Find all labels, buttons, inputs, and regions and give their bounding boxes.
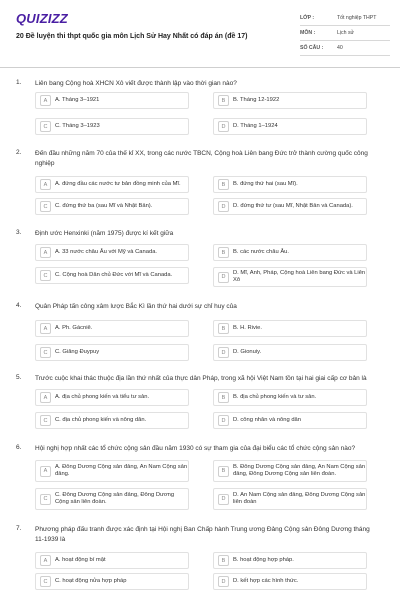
question-text: Đến đầu những năm 70 của thế kỉ XX, trong các nước TBCN, Cộng hoà Liên bang Đức trở thành cường quốc công nghiệp	[35, 150, 368, 167]
meta-row-class	[300, 11, 390, 26]
option-b[interactable]	[213, 552, 367, 569]
option-letter: C	[40, 121, 51, 132]
option-letter: C	[40, 201, 51, 212]
question-3	[16, 229, 386, 301]
option-d[interactable]	[213, 573, 367, 590]
meta-key: SỐ CÂU :	[300, 45, 324, 51]
option-letter: B	[218, 247, 229, 258]
option-letter: D	[218, 272, 229, 283]
page-title: 20 Đề luyện thi thpt quốc gia môn Lịch Sử Hay Nhất có đáp án (đề 17)	[16, 33, 248, 40]
meta-value: Lịch sử	[337, 30, 355, 36]
option-c[interactable]	[35, 118, 189, 135]
question-number: 5.	[16, 374, 22, 381]
option-letter: D	[218, 347, 229, 358]
option-c[interactable]	[35, 412, 189, 429]
option-c[interactable]	[35, 198, 189, 215]
option-letter: A	[40, 179, 51, 190]
option-letter: A	[40, 95, 51, 106]
option-d[interactable]	[213, 198, 367, 215]
option-letter: B	[218, 323, 229, 334]
option-text: D. Tháng 1–1924	[233, 123, 278, 129]
option-a[interactable]	[35, 244, 189, 261]
option-text: B. đứng thứ hai (sau Mĩ).	[233, 181, 298, 187]
option-text: A. địa chủ phong kiến và tiểu tư sản.	[55, 394, 150, 400]
option-a[interactable]	[35, 176, 189, 193]
option-letter: B	[218, 392, 229, 403]
option-c[interactable]	[35, 488, 189, 510]
question-4	[16, 302, 386, 370]
quizizz-logo: QUIZIZZ	[16, 11, 68, 26]
option-text: C. Giăng Đuypuy	[55, 349, 100, 355]
option-c[interactable]	[35, 344, 189, 361]
question-text: Định ước Henxinki (năm 1975) được kí kết giữa	[35, 230, 174, 237]
question-2	[16, 149, 386, 229]
option-letter: B	[218, 466, 229, 477]
option-letter: C	[40, 494, 51, 505]
question-number: 3.	[16, 229, 22, 236]
question-text: Liên bang Cộng hoà XHCN Xô viết được thành lập vào thời gian nào?	[35, 80, 237, 87]
option-a[interactable]	[35, 389, 189, 406]
option-letter: D	[218, 201, 229, 212]
option-d[interactable]	[213, 267, 367, 287]
option-text: B. các nước châu Âu.	[233, 249, 290, 255]
option-text: C. địa chủ phong kiến và nông dân.	[55, 417, 147, 423]
option-text: A. Đông Dương Cộng sản đảng, An Nam Cộng sản đảng.	[55, 464, 188, 477]
question-6	[16, 444, 386, 524]
option-text: D. Gionuiy.	[233, 349, 262, 355]
meta-table	[300, 11, 390, 56]
meta-key: LỚP :	[300, 15, 315, 21]
option-letter: C	[40, 347, 51, 358]
meta-row-subject	[300, 26, 390, 41]
option-a[interactable]	[35, 552, 189, 569]
option-b[interactable]	[213, 460, 367, 482]
option-text: C. đứng thứ ba (sau Mĩ và Nhật Bản).	[55, 203, 153, 209]
option-b[interactable]	[213, 244, 367, 261]
option-text: C. Cộng hoà Dân chủ Đức với Mĩ và Canada.	[55, 272, 173, 278]
option-text: B. Đông Dương Cộng sản đảng, An Nam Cộng sản đảng, Đông Dương Cộng sản liên đoàn.	[233, 464, 366, 477]
question-1	[16, 79, 386, 149]
question-number: 2.	[16, 149, 22, 156]
option-text: D. Mĩ, Anh, Pháp, Cộng hoà Liên bang Đức và Liên Xô	[233, 270, 366, 283]
option-text: D. công nhân và nông dân	[233, 417, 302, 423]
option-letter: A	[40, 323, 51, 334]
option-text: C. hoạt động nửa hợp pháp	[55, 578, 127, 584]
option-letter: C	[40, 270, 51, 281]
question-text: Hội nghị hợp nhất các tổ chức cộng sản đầu năm 1930 có sự tham gia của đại biểu các tổ chức cộng sản nào?	[35, 445, 356, 452]
option-b[interactable]	[213, 389, 367, 406]
option-b[interactable]	[213, 320, 367, 337]
option-text: D. An Nam Cộng sản đảng, Đông Dương Cộng sản liên đoàn	[233, 492, 366, 505]
option-letter: A	[40, 392, 51, 403]
question-number: 1.	[16, 79, 22, 86]
question-7	[16, 525, 386, 600]
option-d[interactable]	[213, 344, 367, 361]
header-divider	[0, 67, 400, 68]
option-a[interactable]	[35, 92, 189, 109]
question-number: 6.	[16, 444, 22, 451]
question-text: Trước cuộc khai thác thuộc địa lần thứ nhất của thực dân Pháp, trong xã hội Việt Nam tồn tại hai giai cấp cơ bản là	[35, 375, 367, 382]
option-text: A. đứng đầu các nước tư bản đồng minh của Mĩ.	[55, 181, 181, 187]
meta-key: MÔN :	[300, 30, 316, 36]
option-b[interactable]	[213, 176, 367, 193]
option-text: C. Đông Dương Cộng sản đảng, Đông Dương Cộng sản liên đoàn.	[55, 492, 175, 505]
option-text: A. hoạt động bí mật	[55, 557, 106, 563]
option-text: D. đứng thứ tư (sau Mĩ, Nhật Bản và Canada).	[233, 203, 353, 209]
option-letter: B	[218, 179, 229, 190]
option-letter: C	[40, 576, 51, 587]
option-c[interactable]	[35, 267, 189, 284]
option-letter: C	[40, 415, 51, 426]
question-text: Quân Pháp tấn công xâm lược Bắc Kì lần thứ hai dưới sự chỉ huy của	[35, 303, 237, 310]
option-a[interactable]	[35, 460, 189, 482]
option-letter: A	[40, 555, 51, 566]
question-text: Phương pháp đấu tranh được xác định tại Hội nghị Ban Chấp hành Trung ương Đảng Cộng sản Đông Dương tháng 11-1939 là	[35, 526, 370, 543]
option-letter: A	[40, 247, 51, 258]
option-text: C. Tháng 3–1923	[55, 123, 100, 129]
meta-row-count	[300, 41, 390, 56]
option-a[interactable]	[35, 320, 189, 337]
option-letter: D	[218, 576, 229, 587]
option-letter: B	[218, 555, 229, 566]
option-text: A. Ph. Gácniê.	[55, 325, 93, 331]
option-letter: D	[218, 415, 229, 426]
option-c[interactable]	[35, 573, 189, 590]
option-d[interactable]	[213, 118, 367, 135]
option-text: B. Tháng 12-1922	[233, 97, 280, 103]
option-text: A. 33 nước châu Âu với Mỹ và Canada.	[55, 249, 158, 255]
option-text: B. hoạt động hợp pháp.	[233, 557, 294, 563]
option-d[interactable]	[213, 488, 367, 510]
question-number: 7.	[16, 525, 22, 532]
option-b[interactable]	[213, 92, 367, 109]
worksheet-header	[0, 0, 400, 66]
option-letter: A	[40, 466, 51, 477]
option-text: B. địa chủ phong kiến và tư sản.	[233, 394, 317, 400]
option-d[interactable]	[213, 412, 367, 429]
option-text: D. kết hợp các hình thức.	[233, 578, 299, 584]
option-text: B. H. Rivie.	[233, 325, 262, 331]
option-letter: D	[218, 121, 229, 132]
option-text: A. Tháng 3–1921	[55, 97, 100, 103]
meta-value: 40	[337, 45, 343, 51]
option-letter: B	[218, 95, 229, 106]
question-number: 4.	[16, 302, 22, 309]
option-letter: D	[218, 494, 229, 505]
question-5	[16, 374, 386, 442]
meta-value: Tốt nghiệp THPT	[337, 15, 377, 21]
